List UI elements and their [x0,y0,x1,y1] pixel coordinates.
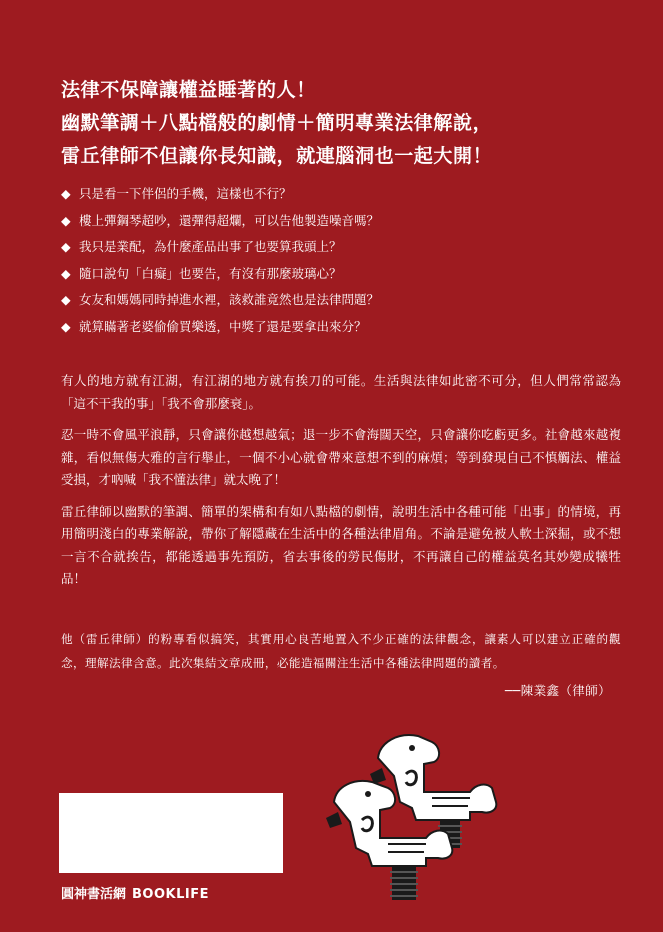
headline [61,74,621,173]
bullet-item [61,261,621,288]
bullet-text: 就算瞞著老婆偷偷買樂透，中獎了還是要拿出來分？ [79,318,367,334]
endorsement-signature: ──陳業鑫（律師） [504,683,611,698]
bullet-list [61,181,621,340]
bullet-item [61,314,621,341]
description-paragraph-2: 忍一時不會風平浪靜，只會讓你越想越氣；退一步不會海闊天空，只會讓你吃虧更多。社會越來越複雜，看似無傷大雅的言行舉止，一個不小心就會帶來意想不到的麻煩；等到發現自己不慎觸法、權益受損，才吶喊「我不懂法律」就太晚了！ [61,427,621,487]
publisher-name-english: BOOKLIFE [132,887,209,902]
headline-line-1: 法律不保障讓權益睡著的人！ [61,79,316,101]
publisher-name-chinese: 圓神書活網 [61,887,127,902]
bullet-text: 我只是業配，為什麼產品出事了也要算我頭上？ [79,239,342,254]
diamond-icon: ◆ [61,265,71,281]
bullet-text: 女友和媽媽同時掉進水裡，該救誰竟然也是法律問題？ [79,292,380,307]
bullet-text: 樓上彈鋼琴超吵，還彈得超爛，可以告他製造噪音嗎？ [79,212,380,228]
description-paragraph-1: 有人的地方就有江湖，有江湖的地方就有挨刀的可能。生活與法律如此密不可分，但人們常常認為「這不干我的事」「我不會那麼衰」。 [61,373,621,411]
description-body [61,370,621,600]
bullet-item [61,181,621,208]
diamond-icon: ◆ [61,186,71,201]
endorsement-quote [61,628,621,703]
bullet-item [61,234,621,261]
barcode-area [59,793,283,873]
bullet-text: 隨口說句「白癡」也要告，有沒有那麼玻璃心？ [79,265,342,281]
diamond-icon: ◆ [61,318,71,334]
headline-line-2: 幽默筆調＋八點檔般的劇情＋簡明專業法律解說， [61,112,493,134]
bullet-text: 只是看一下伴侶的手機，這樣也不行？ [79,186,292,201]
rocking-horse-illustration [320,728,520,908]
publisher-logo [61,883,209,902]
endorsement-text: 他（雷丘律師）的粉專看似搞笑，其實用心良苦地置入不少正確的法律觀念，讓素人可以建立正確的觀念，理解法律含意。此次集結文章成冊，必能造福關注生活中各種法律問題的讀者。 [61,632,621,670]
bullet-item [61,208,621,235]
bullet-item [61,287,621,314]
diamond-icon: ◆ [61,239,71,254]
headline-line-3: 雷丘律師不但讓你長知識，就連腦洞也一起大開！ [61,145,493,167]
diamond-icon: ◆ [61,292,71,307]
diamond-icon: ◆ [61,212,71,228]
description-paragraph-3: 雷丘律師以幽默的筆調、簡單的架構和有如八點檔的劇情，說明生活中各種可能「出事」的情境，再用簡明淺白的專業解說，帶你了解隱藏在生活中的各種法律眉角。不論是避免被人軟土深掘，或不想一言不合就挨告，都能透過事先預防，省去事後的勞民傷財，不再讓自己的權益莫名其妙變成犧牲品！ [61,503,621,586]
